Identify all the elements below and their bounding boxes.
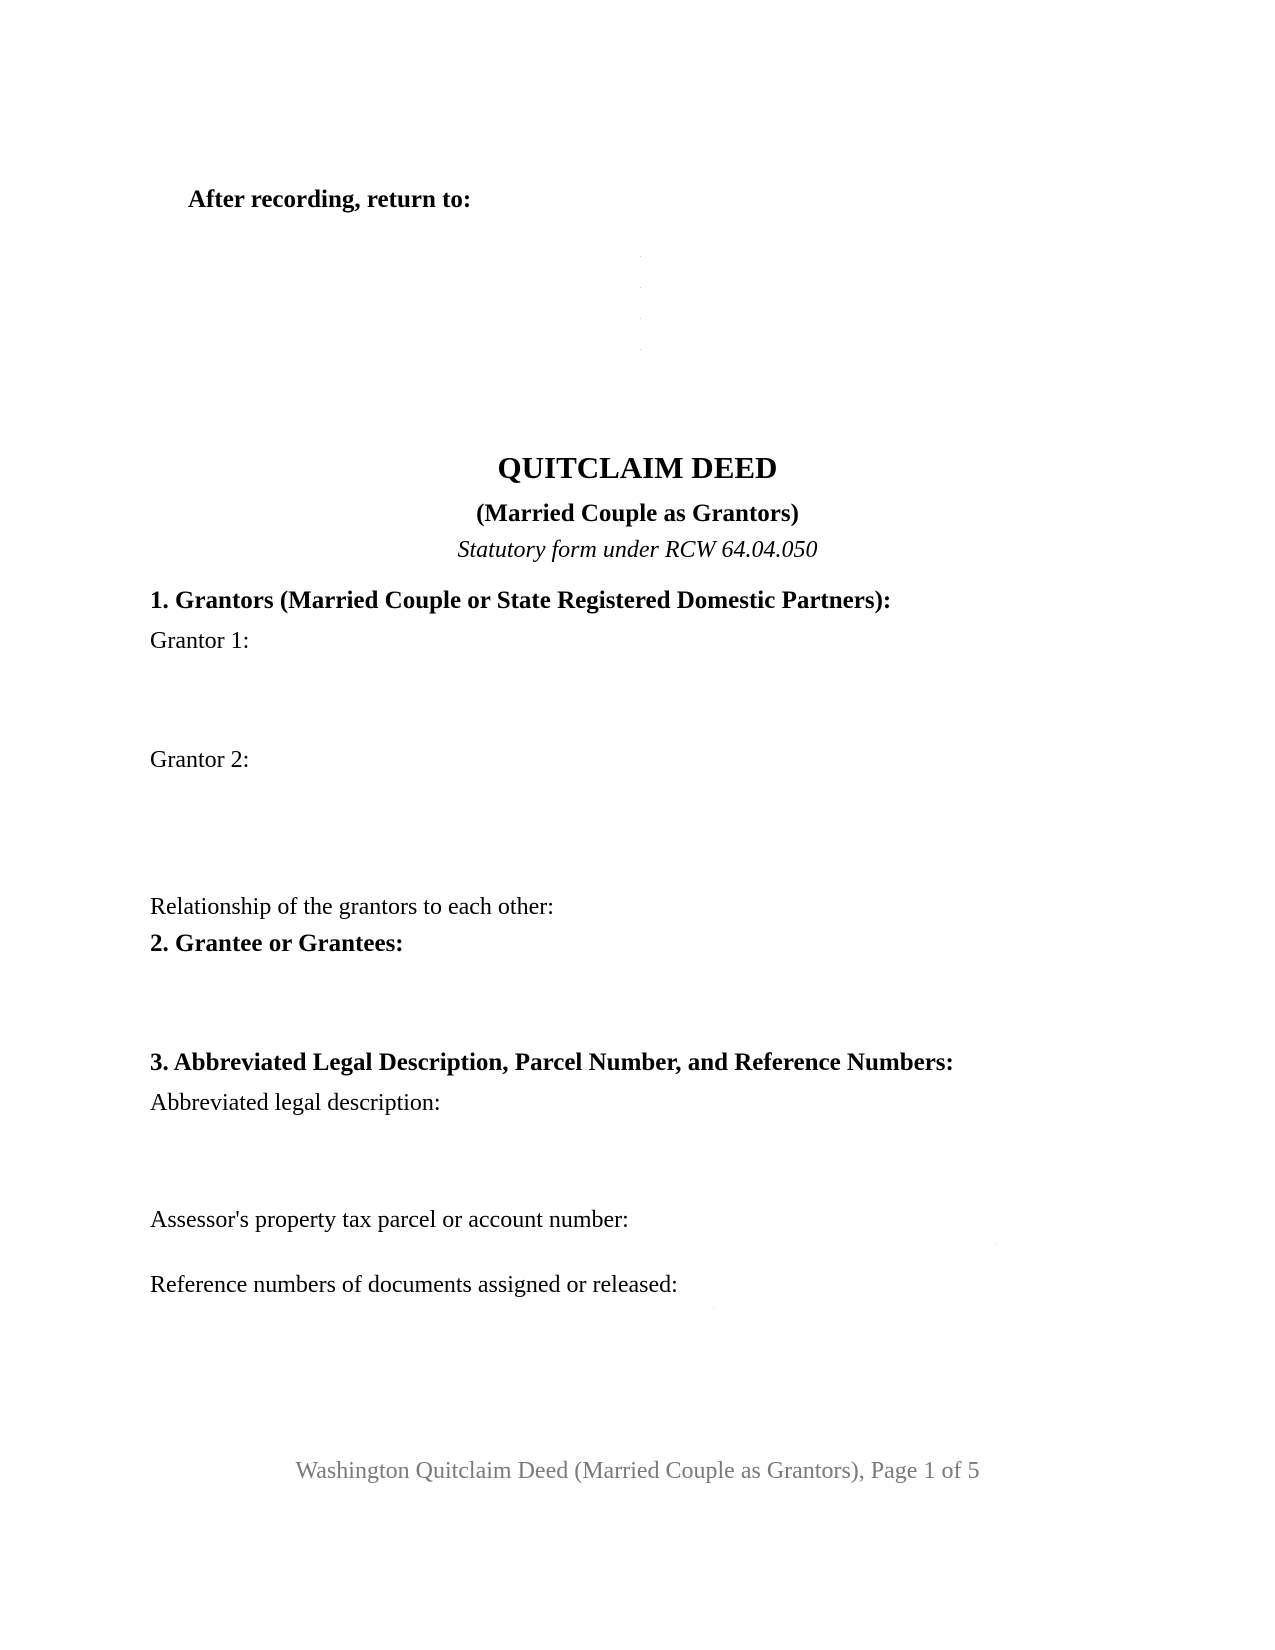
grantor-1-label: Grantor 1: bbox=[150, 628, 250, 654]
form-field-marker bbox=[640, 287, 641, 288]
statutory-reference: Statutory form under RCW 64.04.050 bbox=[457, 537, 818, 563]
grantor-2-label: Grantor 2: bbox=[150, 747, 250, 773]
document-title: QUITCLAIM DEED bbox=[497, 450, 778, 485]
form-field-marker bbox=[713, 1307, 714, 1308]
section-1-heading: 1. Grantors (Married Couple or State Registered Domestic Partners): bbox=[150, 587, 892, 614]
document-subtitle: (Married Couple as Grantors) bbox=[476, 500, 799, 527]
section-2-heading: 2. Grantee or Grantees: bbox=[150, 930, 404, 957]
return-to-label: After recording, return to: bbox=[188, 186, 472, 213]
legal-description-label: Abbreviated legal description: bbox=[150, 1090, 441, 1116]
relationship-label: Relationship of the grantors to each other: bbox=[150, 894, 554, 920]
section-3-heading: 3. Abbreviated Legal Description, Parcel Number, and Reference Numbers: bbox=[150, 1049, 954, 1076]
parcel-number-label: Assessor's property tax parcel or account number: bbox=[150, 1207, 629, 1233]
form-field-marker bbox=[640, 349, 641, 350]
reference-numbers-label: Reference numbers of documents assigned or released: bbox=[150, 1272, 678, 1298]
form-field-marker bbox=[640, 318, 641, 319]
form-field-marker bbox=[640, 256, 641, 257]
form-field-marker bbox=[995, 1244, 996, 1245]
page-footer: Washington Quitclaim Deed (Married Couple as Grantors), Page 1 of 5 bbox=[295, 1458, 980, 1484]
